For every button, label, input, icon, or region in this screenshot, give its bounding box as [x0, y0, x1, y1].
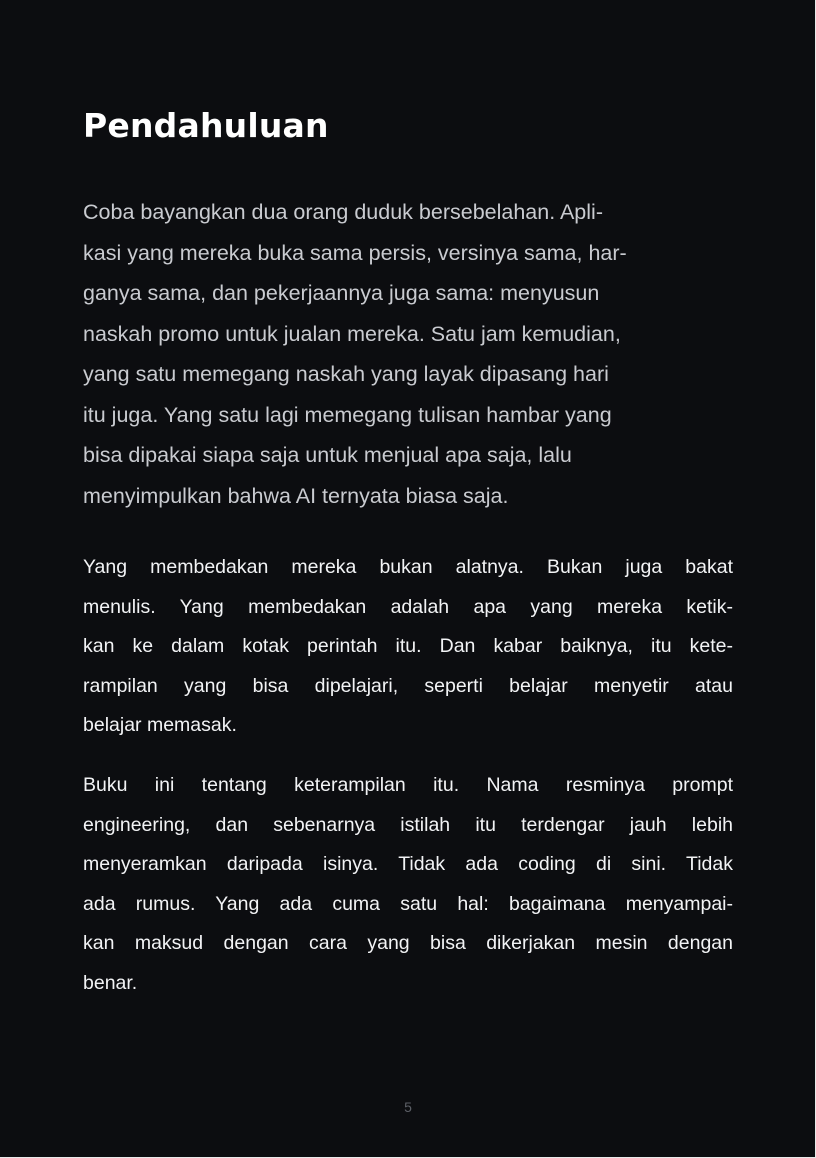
paragraph-line: Buku ini tentang keterampilan itu. Nama resminya prompt [83, 774, 733, 796]
paragraph-line: kan ke dalam kotak perintah itu. Dan kabar baiknya, itu kete- [83, 635, 733, 658]
lead-line: Coba bayangkan dua orang duduk bersebelahan. Apli- [83, 200, 603, 224]
lead-line: ganya sama, dan pekerjaannya juga sama: menyusun [83, 281, 600, 305]
paragraph-line: menulis. Yang membedakan adalah apa yang mereka ketik- [83, 595, 733, 618]
page-number: 5 [404, 1099, 412, 1115]
paragraph-line: Yang membedakan mereka bukan alatnya. Bukan juga bakat [83, 556, 733, 578]
chapter-title: Pendahuluan [83, 106, 329, 145]
lead-line: menyimpulkan bahwa AI ternyata biasa saja. [83, 483, 509, 508]
lead-line: kasi yang mereka buka sama persis, versinya sama, har- [83, 240, 627, 265]
lead-line: itu juga. Yang satu lagi memegang tulisan hambar yang [83, 402, 612, 427]
paragraph-line: rampilan yang bisa dipelajari, seperti belajar menyetir atau [83, 674, 733, 697]
paragraph-line: engineering, dan sebenarnya istilah itu terdengar jauh lebih [83, 813, 733, 836]
paragraph-line: ada rumus. Yang ada cuma satu hal: bagaimana menyampai- [83, 892, 733, 915]
lead-line: naskah promo untuk jualan mereka. Satu jam kemudian, [83, 321, 621, 346]
lead-line: bisa dipakai siapa saja untuk menjual apa saja, lalu [83, 443, 572, 467]
body-paragraph [83, 766, 733, 1004]
paragraph-line: menyeramkan daripada isinya. Tidak ada coding di sini. Tidak [83, 853, 733, 876]
body-paragraph [83, 548, 733, 746]
paragraph-line: benar. [83, 971, 138, 994]
lead-line: yang satu memegang naskah yang layak dipasang hari [83, 362, 609, 386]
lead-paragraph [83, 192, 733, 516]
paragraph-line: kan maksud dengan cara yang bisa dikerjakan mesin dengan [83, 932, 733, 955]
paragraph-line: belajar memasak. [83, 714, 237, 737]
